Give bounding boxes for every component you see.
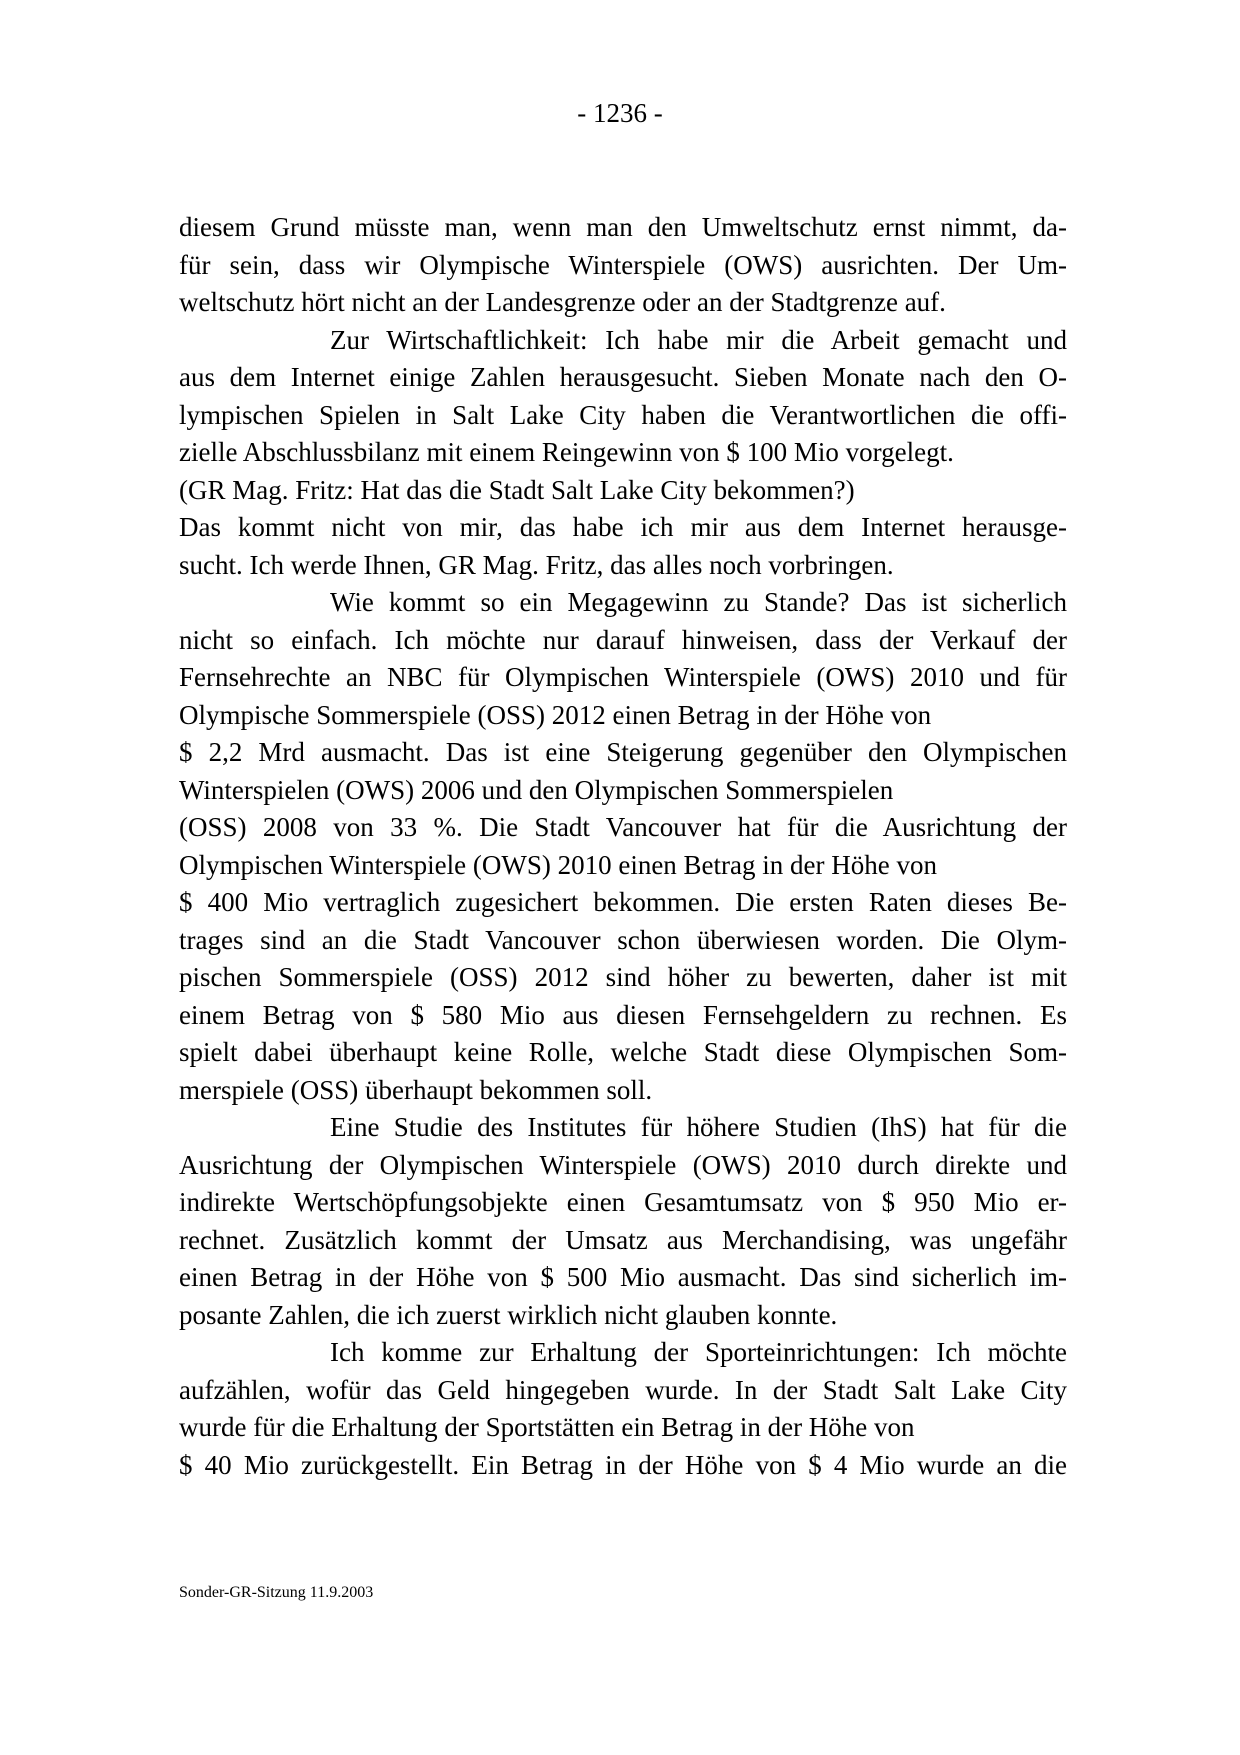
text-line: $ 400 Mio vertraglich zugesichert bekommen. Die ersten Raten dieses Be- <box>179 887 1067 917</box>
text-line: trages sind an die Stadt Vancouver schon überwiesen worden. Die Olym- <box>179 924 1067 955</box>
text-line: nicht so einfach. Ich möchte nur darauf hinweisen, dass der Verkauf der <box>179 624 1067 655</box>
page-number: - 1236 - <box>577 98 663 128</box>
body-text <box>179 209 1067 1484</box>
footer-session-date: Sonder-GR-Sitzung 11.9.2003 <box>179 1584 374 1601</box>
text-line: einen Betrag in der Höhe von $ 500 Mio ausmacht. Das sind sicherlich im- <box>179 1262 1067 1292</box>
text-line: lympischen Spielen in Salt Lake City haben die Verantwortlichen die offi- <box>179 399 1067 430</box>
text-line: diesem Grund müsste man, wenn man den Umweltschutz ernst nimmt, da- <box>179 212 1067 242</box>
text-line: Eine Studie des Institutes für höhere Studien (IhS) hat für die <box>330 1112 1067 1142</box>
text-line: Zur Wirtschaftlichkeit: Ich habe mir die Arbeit gemacht und <box>330 324 1067 355</box>
text-line: Olympischen Winterspiele (OWS) 2010 einen Betrag in der Höhe von <box>179 849 937 880</box>
text-line: Fernsehrechte an NBC für Olympischen Winterspiele (OWS) 2010 und für <box>179 662 1067 692</box>
text-line: zielle Abschlussbilanz mit einem Reingewinn von $ 100 Mio vorgelegt. <box>179 437 954 467</box>
text-line: einem Betrag von $ 580 Mio aus diesen Fernsehgeldern zu rechnen. Es <box>179 999 1067 1030</box>
text-line: weltschutz hört nicht an der Landesgrenze oder an der Stadtgrenze auf. <box>179 287 946 317</box>
text-line: Das kommt nicht von mir, das habe ich mir aus dem Internet herausge- <box>179 512 1067 542</box>
text-line: $ 40 Mio zurückgestellt. Ein Betrag in der Höhe von $ 4 Mio wurde an die <box>179 1449 1067 1480</box>
text-line: (OSS) 2008 von 33 %. Die Stadt Vancouver hat für die Ausrichtung der <box>179 812 1067 842</box>
text-line: Olympische Sommerspiele (OSS) 2012 einen Betrag in der Höhe von <box>179 699 932 730</box>
text-line: Ausrichtung der Olympischen Winterspiele (OWS) 2010 durch direkte und <box>179 1149 1067 1180</box>
text-line: indirekte Wertschöpfungsobjekte einen Gesamtumsatz von $ 950 Mio er- <box>179 1187 1067 1217</box>
text-line: merspiele (OSS) überhaupt bekommen soll. <box>179 1074 653 1105</box>
text-line: pischen Sommerspiele (OSS) 2012 sind höher zu bewerten, daher ist mit <box>179 962 1067 992</box>
text-line: rechnet. Zusätzlich kommt der Umsatz aus Merchandising, was ungefähr <box>179 1224 1067 1255</box>
text-line: spielt dabei überhaupt keine Rolle, welche Stadt diese Olympischen Som- <box>179 1037 1067 1067</box>
text-line: Ich komme zur Erhaltung der Sporteinrichtungen: Ich möchte <box>330 1337 1067 1367</box>
text-line: posante Zahlen, die ich zuerst wirklich nicht glauben konnte. <box>179 1299 838 1330</box>
interjection-line: (GR Mag. Fritz: Hat das die Stadt Salt Lake City bekommen?) <box>179 474 855 505</box>
text-line: sucht. Ich werde Ihnen, GR Mag. Fritz, das alles noch vorbringen. <box>179 549 894 580</box>
text-line: für sein, dass wir Olympische Winterspiele (OWS) ausrichten. Der Um- <box>179 249 1067 280</box>
text-line: Winterspielen (OWS) 2006 und den Olympischen Sommerspielen <box>179 774 894 805</box>
text-line: aufzählen, wofür das Geld hingegeben wurde. In der Stadt Salt Lake City <box>179 1374 1067 1405</box>
text-line: $ 2,2 Mrd ausmacht. Das ist eine Steigerung gegenüber den Olympischen <box>179 737 1067 767</box>
text-line: wurde für die Erhaltung der Sportstätten ein Betrag in der Höhe von <box>179 1412 915 1442</box>
text-line: aus dem Internet einige Zahlen herausgesucht. Sieben Monate nach den O- <box>179 362 1067 392</box>
text-line: Wie kommt so ein Megagewinn zu Stande? Das ist sicherlich <box>330 587 1067 617</box>
